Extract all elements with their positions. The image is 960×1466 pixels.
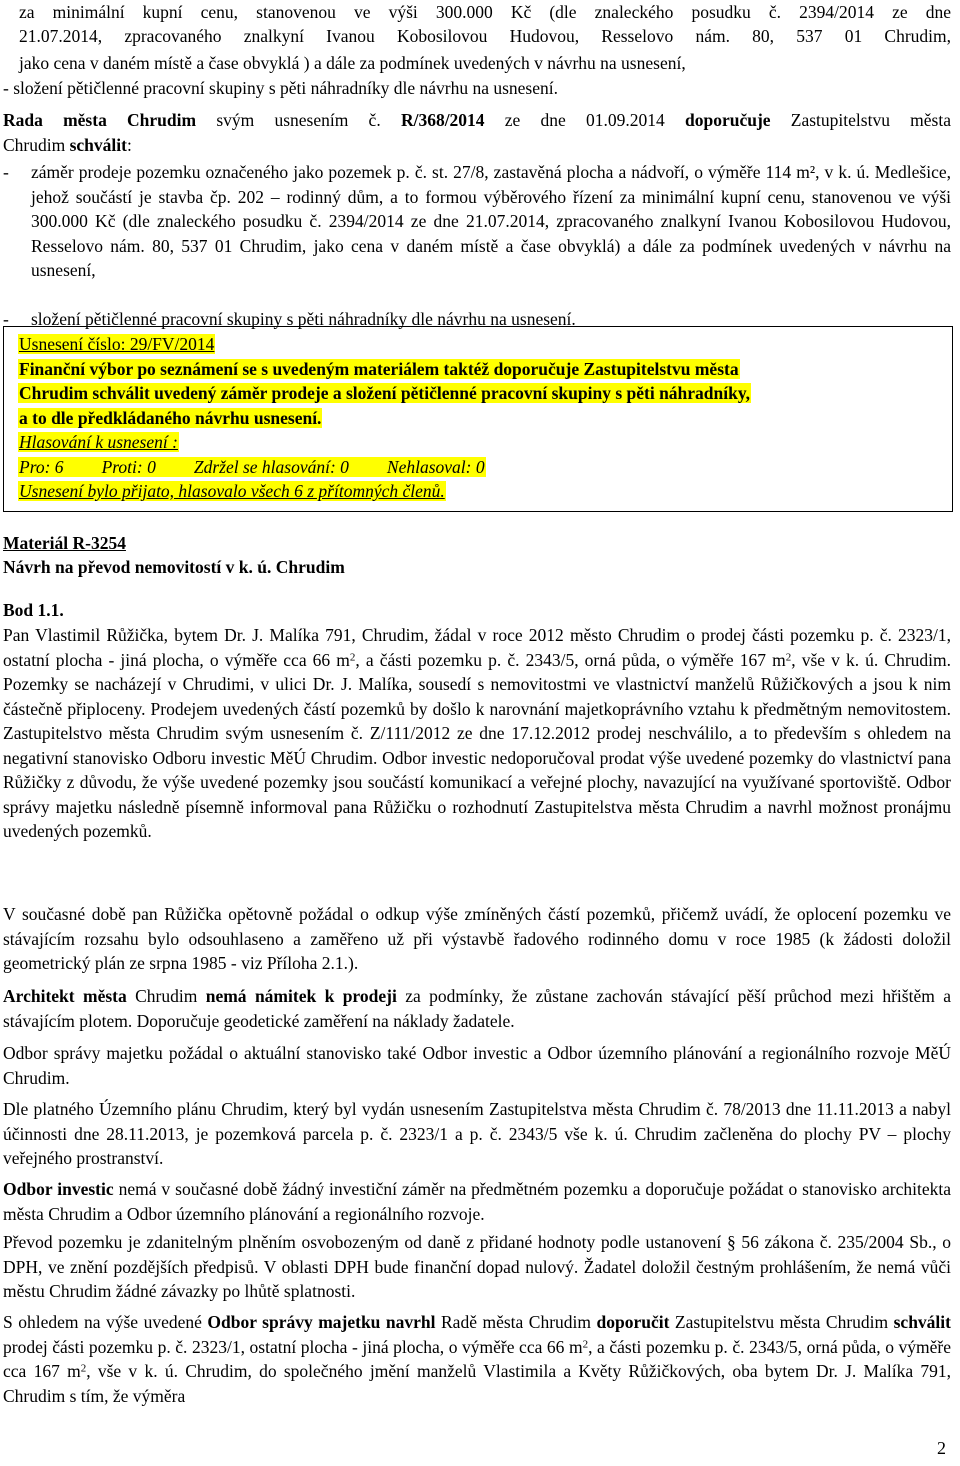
material-subtitle: Návrh na převod nemovitostí v k. ú. Chrudim (3, 557, 345, 577)
continuation-line-4: - složení pětičlenné pracovní skupiny s pěti náhradníky dle návrhu na usnesení. (3, 78, 558, 98)
bod-paragraph-6: Odbor investic nemá v současné době žádný investiční záměr na předmětném pozemku a doporučuje požádat o stanovisko architekta města Chrudim a Odbor územního plánování a regionálního rozvoje. (3, 1179, 951, 1224)
rada-line-2: Chrudim schválit: (3, 135, 132, 155)
page-number: 2 (937, 1438, 946, 1458)
usneseni-text-2: Chrudim schválit uvedený záměr prodeje a složení pětičlenné pracovní skupiny s pěti náhradníky, (19, 383, 751, 403)
rada-item-1: - záměr prodeje pozemku označeného jako pozemek p. č. st. 27/8, zastavěná plocha a nádvoří, o výměře 114 m², v k. ú. Medlešice, jehož součástí je stavba čp. 202 – rodinný dům, a to formou výběrového řízení za minimální kupní cenu, stanovenou ve výši 300.000 Kč (dle znaleckého posudku č. 2394/2014 ze dne 21.07.2014, zpracovaného znalkyní Ivanou Kobosilovou Hudovou, Resselovo nám. 80, 537 01 Chrudim, jako cena v daném místě a čase obvyklá) a dále za podmínek uvedených v návrhu na usnesení, (3, 162, 951, 280)
rada-line-1: Rada města Chrudim svým usnesením č. R/368/2014 ze dne 01.09.2014 doporučuje Zastupitelstvu města (3, 110, 951, 130)
vote-pro: Pro: 6 (19, 456, 64, 477)
usneseni-box (3, 326, 953, 512)
bod-paragraph-1: Pan Vlastimil Růžička, bytem Dr. J. Malíka 791, Chrudim, žádal v roce 2012 město Chrudim o prodej části pozemku p. č. 2323/1, ostatní plocha - jiná plocha, o výměře cca 66 $m^2$, a části pozemku p. č. 2343/5, orná půda, o výměře 167 $m^2$, vše v k. ú. Chrudim. Pozemky se nacházejí v Chrudimi, v ulici Dr. J. Malíka, sousedí s nemovitostmi ve vlastnictví manželů Růžičkových a jsou k nim částečně připloceny. Prodejem uvedených částí pozemků by došlo k narovnání majetkoprávního vztahu k předmětným nemovitostem. Zastupitelstvo města Chrudim svým usnesením č. Z/111/2012 ze dne 17.12.2012 prodej neschválilo, a to především s ohledem na negativní stanovisko Odboru investic MěÚ Chrudim. Odbor investic nedoporučoval prodat výše uvedené pozemky do vlastnictví pana Růžičky z důvodu, že výše uvedené pozemky jsou součástí komunikací a veřejné plochy, navazující na využívané sportoviště. Odbor správy majetku následně písemně informoval pana Růžičku o rozhodnutí Zastupitelstva města Chrudim a navrhl možnost pronájmu uvedených pozemků. (3, 625, 951, 841)
continuation-line-2: 21.07.2014, zpracovaného znalkyní Ivanou Kobosilovou Hudovou, Resselovo nám. 80, 537 01 Chrudim, (19, 26, 951, 46)
vote-proti: Proti: 0 (101, 456, 156, 477)
vote-result: Usnesení bylo přijato, hlasovalo všech 6 z přítomných členů. (19, 481, 445, 501)
usneseni-text-3: a to dle předkládaného návrhu usnesení. (19, 407, 322, 428)
vote-heading: Hlasování k usnesení : (19, 432, 178, 452)
bod-paragraph-3: Architekt města Chrudim nemá námitek k prodeji za podmínky, že zůstane zachován stávající pěší průchod mezi hřištěm a stávajícím plotem. Doporučuje geodetické zaměření na náklady žadatele. (3, 986, 951, 1031)
bod-paragraph-2: V současné době pan Růžička opětovně požádal o odkup výše zmíněných částí pozemků, přičemž uvádí, že oplocení pozemku ve stávajícím rozsahu bylo odsouhlaseno a zaměřeno už při výstavbě řadového rodinného domu v roce 1985 (k žádosti doložil geometrický plán ze srpna 1985 - viz Příloha 2.1.). (3, 904, 951, 973)
usneseni-title: Usnesení číslo: 29/FV/2014 (19, 334, 215, 354)
rada-item-2: - složení pětičlenné pracovní skupiny s pěti náhradníky dle návrhu na usnesení. (3, 309, 576, 329)
vote-counts (18, 455, 938, 480)
vote-nehlasoval: Nehlasoval: 0 (386, 456, 485, 477)
bod-paragraph-7: Převod pozemku je zdanitelným plněním osvobozeným od daně z přidané hodnoty podle ustanovení § 56 zákona č. 235/2004 Sb., o DPH, ve znění pozdějších předpisů. V oblasti DPH bude finanční dopad nulový. Žadatel doložil čestným prohlášením, že nemá vůči městu Chrudim žádné závazky po lhůtě splatnosti. (3, 1232, 951, 1301)
continuation-line-3: jako cena v daném místě a čase obvyklá ) a dále za podmínek uvedených v návrhu na usnesení, (19, 53, 686, 73)
usneseni-text-1: Finanční výbor po seznámení se s uvedeným materiálem taktéž doporučuje Zastupitelstvu města (19, 358, 739, 379)
bod-paragraph-8: S ohledem na výše uvedené Odbor správy majetku navrhl Radě města Chrudim doporučit Zastupitelstvu města Chrudim schválit prodej části pozemku p. č. 2323/1, ostatní plocha - jiná plocha, o výměře cca 66 $m^2$, a části pozemku p. č. 2343/5, orná půda, o výměře cca 167 $m^2$, vše v k. ú. Chrudim, do společného jmění manželů Vlastimila a Květy Růžičkových, oba bytem Dr. J. Malíka 791, Chrudim s tím, že výměra (3, 1312, 951, 1406)
bod-paragraph-4: Odbor správy majetku požádal o aktuální stanovisko také Odbor investic a Odbor územního plánování a regionálního rozvoje MěÚ Chrudim. (3, 1043, 951, 1088)
material-title: Materiál R-3254 (3, 533, 126, 553)
continuation-line-1: za minimální kupní cenu, stanovenou ve výši 300.000 Kč (dle znaleckého posudku č. 2394/2014 ze dne (19, 2, 951, 22)
bod-label: Bod 1.1. (3, 600, 64, 620)
bod-paragraph-5: Dle platného Územního plánu Chrudim, který byl vydán usnesením Zastupitelstva města Chrudim č. 78/2013 dne 11.11.2013 a nabyl účinnosti dne 28.11.2013, je pozemková parcela p. č. 2323/1 a p. č. 2343/5 vše k. ú. Chrudim začleněna do plochy PV – plochy veřejného prostranství. (3, 1099, 951, 1168)
vote-zdrzel: Zdržel se hlasování: 0 (193, 456, 349, 477)
